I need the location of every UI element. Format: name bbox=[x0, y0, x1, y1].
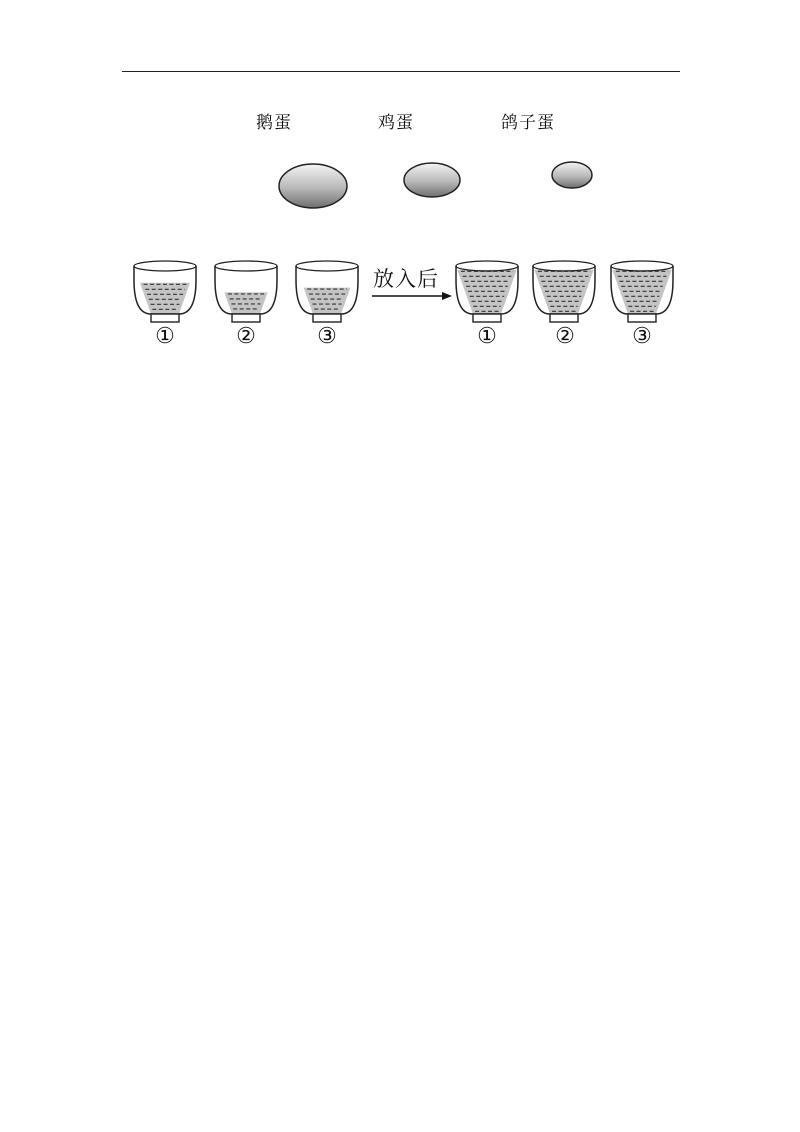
arrow-head bbox=[442, 292, 452, 300]
cup-rim bbox=[296, 261, 358, 271]
cup-rim bbox=[215, 261, 277, 271]
cup-foot bbox=[232, 314, 260, 322]
water bbox=[224, 292, 267, 314]
before-cup-3 bbox=[296, 261, 358, 322]
water bbox=[304, 288, 351, 314]
before-cup-3-label: ③ bbox=[317, 324, 337, 349]
arrow-label: 放入后 bbox=[373, 267, 439, 291]
after-cup-1 bbox=[456, 261, 518, 322]
after-cup-2 bbox=[533, 261, 595, 322]
after-cup-3 bbox=[611, 261, 673, 322]
cup-rim bbox=[134, 261, 196, 271]
water bbox=[140, 283, 190, 314]
before-cup-2 bbox=[215, 261, 277, 322]
cup-foot bbox=[313, 314, 341, 322]
cup-rim bbox=[533, 261, 595, 271]
pigeon-egg bbox=[552, 162, 592, 188]
chicken-egg bbox=[404, 163, 460, 197]
egg-label-chicken: 鸡蛋 bbox=[378, 113, 414, 133]
goose-egg bbox=[279, 164, 347, 208]
before-cup-1-label: ① bbox=[155, 324, 175, 349]
cup-foot bbox=[628, 314, 656, 322]
cup-foot bbox=[151, 314, 179, 322]
egg-label-pigeon: 鸽子蛋 bbox=[501, 113, 555, 133]
cup-foot bbox=[473, 314, 501, 322]
after-cup-2-label: ② bbox=[555, 324, 575, 349]
cup-foot bbox=[550, 314, 578, 322]
after-cup-3-label: ③ bbox=[632, 324, 652, 349]
cup-rim bbox=[456, 261, 518, 271]
cup-rim bbox=[611, 261, 673, 271]
before-cup-1 bbox=[134, 261, 196, 322]
egg-label-goose: 鹅蛋 bbox=[256, 113, 292, 133]
after-cup-1-label: ① bbox=[477, 324, 497, 349]
before-cup-2-label: ② bbox=[236, 324, 256, 349]
